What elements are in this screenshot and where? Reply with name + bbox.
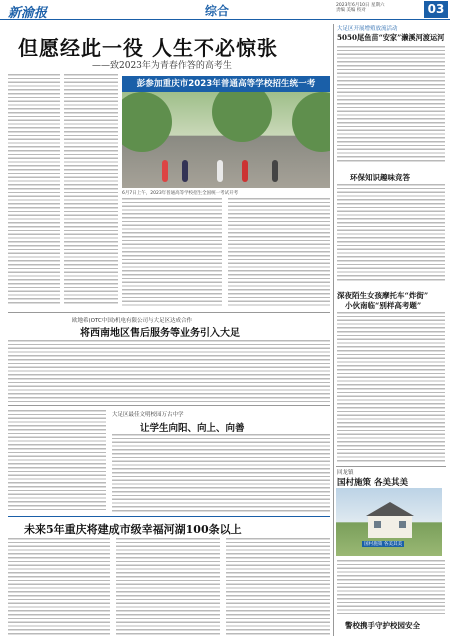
right-headline-3: 深夜陌生女孩摩托车“炸街”: [337, 291, 429, 300]
bottom-left-body: [8, 410, 106, 512]
right-body-3: [337, 312, 445, 462]
bottom-body-1: [112, 434, 330, 512]
mid-headline: 将西南地区售后服务等业务引入大足: [80, 328, 240, 339]
section-title: 综合: [205, 4, 230, 18]
exam-students-photo: [122, 92, 330, 188]
bottom-body-2-col3: [226, 538, 330, 636]
mid-body: [8, 340, 330, 402]
student-figure: [272, 160, 278, 182]
window-shape: [399, 521, 406, 528]
dateline: [336, 3, 384, 13]
lead-body-col1: [8, 74, 60, 304]
village-house-photo: [336, 488, 442, 556]
newspaper-logo: 新渝报: [8, 6, 48, 21]
tree-shape: [122, 92, 172, 152]
accent-rule: [8, 516, 330, 517]
right-headline-4: 国村施策 各美其美: [337, 478, 408, 488]
bottom-headline-2: 未来5年重庆将建成市级幸福河湖100条以上: [24, 523, 242, 536]
divider: [8, 405, 330, 406]
photo-caption: 6月7日上午，2023年普通高等学校招生全国统一考试开考: [122, 191, 239, 196]
tree-shape: [292, 92, 330, 152]
lead-body-col4: [228, 198, 330, 308]
mid-kicker: 欧地希(OTC中国)机电有限公司与大足区达成合作: [72, 318, 192, 324]
lead-headline: 但愿经此一役 人生不必惊张: [18, 36, 278, 60]
right-body-4: [337, 560, 445, 614]
right-body-1: [337, 46, 445, 164]
student-figure: [162, 160, 168, 182]
divider: [8, 312, 330, 313]
date-text: 2023年6月10日 星期六: [336, 3, 385, 8]
masthead: [0, 0, 450, 20]
bottom-kicker-1: 大足区最佳文明校园万古中学: [112, 412, 184, 418]
lead-body-col3: [122, 198, 222, 308]
student-figure: [182, 160, 188, 182]
student-figure: [217, 160, 223, 182]
right-kicker-1: 大足区开展增殖放流活动: [337, 26, 398, 32]
right-headline-5: 警校携手守护校园安全: [345, 621, 420, 630]
divider: [336, 466, 446, 467]
bottom-body-2-col2: [116, 538, 220, 636]
editor-credits: 责编 美编 校对: [336, 8, 366, 13]
right-kicker-4: 回龙镇: [337, 470, 354, 476]
lead-subhead: ——致2023年为青春作答的高考生: [92, 61, 232, 71]
window-shape: [374, 521, 381, 528]
right-headline-1: 5050尾鱼苗“安家”濑溪河渡运河: [337, 33, 445, 42]
student-figure: [242, 160, 248, 182]
lead-photo-banner: 彭参加重庆市2023年普通高等学校招生统一考: [122, 76, 330, 92]
page-number: 03: [424, 1, 448, 18]
bottom-headline-1: 让学生向阳、向上、向善: [140, 423, 245, 434]
tree-shape: [212, 92, 272, 142]
lead-body-col2: [64, 74, 118, 304]
right-body-2: [337, 184, 445, 282]
right-headline-3b: 小伙南临“别样高考题”: [345, 301, 422, 310]
right-headline-2: 环保知识趣味竞答: [350, 173, 410, 182]
roof-shape: [366, 502, 414, 516]
bottom-body-2-col1: [8, 538, 110, 636]
photo-tag: 国村施策 各美其美: [364, 542, 403, 547]
column-divider: [333, 24, 334, 636]
